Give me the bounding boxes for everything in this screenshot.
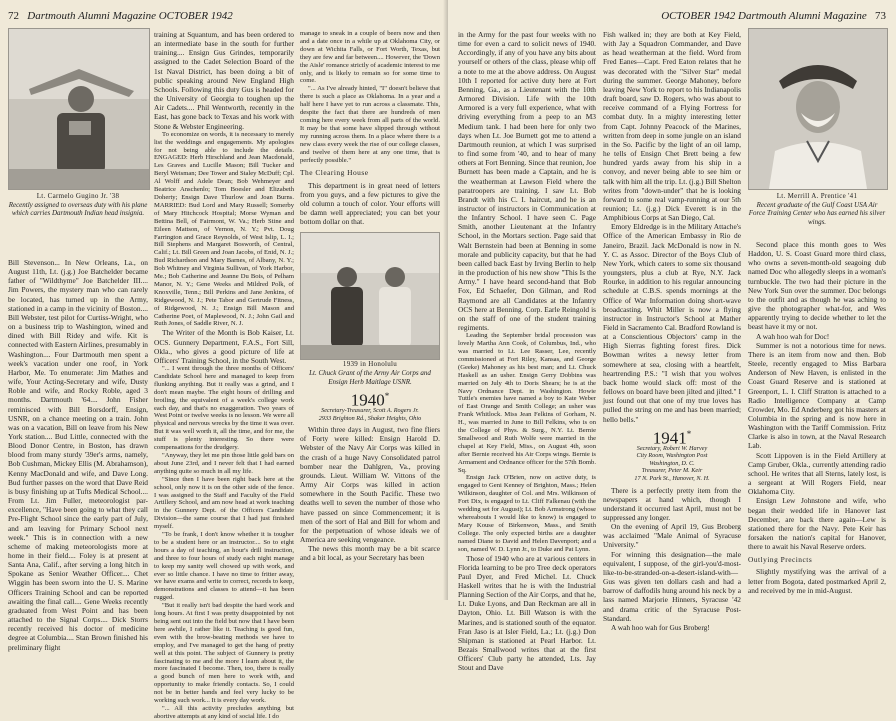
paragraph: "Anyway, they let me pin those little gold bars on about June 23rd, and I never felt that I had earned anything quite so much in all my life.	[154, 451, 294, 475]
class-1940-secretary: Secretary-Treasurer, Scott A. Rogers Jr.	[321, 406, 419, 414]
photo-lt-gugino	[8, 28, 150, 190]
class-1941-year: 1941	[652, 428, 687, 448]
right-running-title: OCTOBER 1942 Dartmouth Alumni Magazine	[661, 10, 867, 22]
class-1940-heading: 1940*	[350, 390, 390, 410]
paragraph: Leading the September bridal procession was lovely Martha Ann Cook, of Columbus, Ind., who was married to Lt. Lee Rasser, Lee, recently commissioned at Fort Riley, Kansas, and George (Geeke) Mahoney as his best man; and Lt. Chuck Haskell as an usher. Ensign Gerry Dobbins was married on July 4th to Doris Shears; he is at the Navy Ordnance Dept. in Washington. Howie Tuttle's enemies have named a boy to Kate Weber of East Orange and Smith College; an usher was Frank Whitlock. Miss Jean Felkins of Gorham, N. H., was married in June to Bill Felkins, who is on the College of Phys. & Surg., N.Y. Lt. Bernie Smallwood and Ruth Wolfe were married in the chapel at Key Field, Miss., on August 4th, soon after Bernie received his Air Corps wings. Bernie is Armament and Ordnance officer for the 57th Bomb. Sq.	[458, 332, 596, 474]
photo-honolulu-wrapper	[300, 232, 440, 360]
right-column-2	[603, 30, 741, 632]
photo-lt-prentice-caption-text: Recent graduate of the Gulf Coast USA Air Force Training Center who has earned his silver wings.	[748, 200, 886, 226]
right-page	[448, 0, 896, 673]
paragraph: There is a perfectly pretty item from the newspapers at hand which, though I understand it occurred last April, must not be suppressed any longer.	[603, 485, 741, 522]
paragraph: Summer is not a notorious time for news. There is an item from now and then. Bob Steele, recently engaged to Miss Barbara Anderson of New Haven, is enlisted in the Coast Guard Reserve and is stationed at Greenport, L. I. Cliff Stratton is attached to a Radio Intelligence Company at Camp Crowder, Mo. Ed Anderberg got his masters at Columbia in the spring and is now here in Washington with the Tariff Commission. Fritz Clarke is also in town, at the Naval Research Lab.	[748, 340, 886, 451]
outlying-precincts-text: Slightly mystifying was the arrival of a letter from Bogota, dated postmarked April 2, and received by me in mid-August.	[748, 567, 886, 595]
paragraph: A wah hoo wah for Gus Broberg!	[611, 622, 710, 632]
photo-honolulu-caption-text: Lt. Chuck Grant of the Army Air Corps and Ensign Herb Maitlage USNR.	[309, 368, 431, 386]
photo-lt-prentice	[748, 28, 888, 190]
photo-lt-gugino-image	[9, 29, 149, 189]
class-1941-heading: 1941*	[652, 428, 692, 448]
photo-lt-prentice-caption-name: Lt. Merrill A. Prentice '41	[776, 192, 858, 200]
photo-lt-gugino-caption	[8, 192, 148, 218]
left-page-number: 72	[8, 10, 19, 22]
photo-honolulu-caption	[300, 360, 440, 386]
photo-honolulu	[300, 232, 440, 360]
paragraph: On the evening of April 19, Gus Broberg was acclaimed "Male Animal of Syracuse University."	[603, 522, 741, 550]
paragraph: Scott Lippoven is in the Field Artillery at Camp Gruber, Okla., currently attending radio school. He writes that all Sterns, lately lost, is a sergeant at Will Rogers Field, near Oklahoma City.	[748, 450, 886, 497]
right-column-1	[458, 30, 596, 673]
class-1941-treasurer-address: 17 N. Park St., Hanover, N. H.	[634, 474, 710, 482]
paragraph: The news this month may be a bit scarce and a bit local, as your Secretary has been	[300, 544, 440, 563]
photo-honolulu-image	[301, 233, 439, 359]
clearing-house-text: This department is in great need of letters from you guys, and a few pictures to give the old column a touch of color. Your efforts will be damn well appreciated; you can bet your bottom dollar on that.	[300, 180, 440, 227]
photo-lt-prentice-image	[749, 29, 887, 189]
left-running-title: Dartmouth Alumni Magazine OCTOBER 1942	[27, 10, 233, 22]
paragraph: "... As I've already hinted, "I" doesn't believe that there is such a place as Oklahoma. In a year and a half here I have yet to run across a classmate. This, despite the fact that there are hundreds of men coming here every week from all parts of the world. It may be that some have slipped through without my running across them. In a place where there is a new class every week the rise of our college classes, and twelve of them here at any one time, that is perfectly possible."	[300, 85, 440, 164]
right-running-head	[661, 10, 886, 22]
paragraph: Those of 1940 who are at various centers in Florida learning to be pro Tree deck operators Paul Dyer, and Fred Michel. Lt. Chuck Haskell writes that he is with the Industrial Planning Section of the Air Corps, and that he, Lt. Duke Lyons, and Dan Reckman are all in Dayton, Ohio. Lt. Bill Watson is with the Marines, and is stationed south of the equator. Fran Jaso is at Isler Field, La.; Lt. (j.g.) Don Shipman is stationed at Pearl Harbor. Lt. Bezais Smallwood writes that at the first Officers' Club party he attended, Lts. Jay Stout and Dave	[458, 553, 596, 673]
paragraph: "... I went through the three months of Officers' Candidate School here and managed to keep from flunking anything. But it really was a grind, and I don't mean maybe. The eight hours of drilling and broiling, the equivalent of a week's college work each day, and that's no exaggeration. Two years of West Point or twelve weeks is no lesson. We were all physical and nervous wrecks by the time it was over. But it was well worth it, all the time, and for me, the stuff is plenty interesting. So there were compensations for the drudgery.	[154, 365, 295, 452]
paragraph: manage to sneak in a couple of beers now and then and a date once in a while up at Oklahoma City, or down at Wichita Falls, or Fort Worth, Texas, but they are few and far between.... However, the 'Down the Aisle' romance strictly of academic interest to me only, and is likely to remain so for some time to come.	[300, 30, 440, 85]
paragraph: For winning this designation—the male equivalent, I suppose, of the girl-you'd-most-like-to-be-stranded-on-a-desert-island-with—Gus was given ten dollars cash and had a barrow of daffodils hung around his neck by a lass named Marjorie Hinners, Syracuse '42 and drama critic of the Syracuse Post-Standard.	[603, 549, 741, 623]
right-page-number: 73	[875, 10, 886, 22]
left-column-1	[8, 258, 148, 652]
left-column-3	[300, 30, 440, 596]
paragraph: training at Squantum, and has been ordered to an intermediate base in the south for further training.... Ensign Gus Grindes, temporarily assigned to the Cadet Selection Board of the 1st Naval District, has been doing a bit of public speaking around New England High Schools. Following this duty Gus is headed for the University of Georgia to toughen up the Air Cadets.... Phil Wentworth, recently in the East, has gone back to Texas and his work with Stone & Webster Engineering.	[154, 30, 294, 131]
paragraph: Bill Stevenson... In New Orleans, La., on August 11th, Lt. (j.g.) Joe Batchelder became father of "Wildthyme" Joe Batchelder III.... Jim Powers, the mystery man who can rarely be located, has turned up in the Army, stationed in a camp in the vicinity of Boston.... Bill Webster, test pilot for Curtiss-Wright, who on a business trip to Washington, wined and dined with Bill Ridey and wife. Kit is connected with Eastern Airlines, presumably in Washington.... Four Dartmouth men spent a week's vacation under one roof, in York Harbor, Me. To enumerate: Jim Mathes and wife, Your Acting-Secretary and wife, Dusty Roble and wife, and Rocky Roble, aged 3 months. Dartmouth '64.... John Fisher reminisced with Bill Borsdorff, Ensign, USNR, on a chance meeting on a train. John was on a vacation, Bill on leave from his New York station.... Bud Little, connected with the Blood Donor Centre, in Boston, has drawn blood from many sturdy '39er's arms, namely, Bob Cushman, Mickey Ellis (M. Abrahamson), Kenny MacDonald and wife, and Dave Long. Bud further passes on the word that Dave Reid is busy finishing up at Tufts Medical School.... From Lt. Jim Fuller, meteorologist par-excellence, "Have been going to what they call Pre-Flight School since the early part of July, and am leaving for Primary School next week." This is in connection with a new scheme of making meteorologists more at home in their field.... Foley is at present at Santa Ana, Calif., after serving a long hitch in Spokane as Senior Weather Officer.... Chet Wiggin has been sworn into the U. S. Marine Officers Training School and can be reported awaiting the final call.... Gene Weeks recently graduated from West Point and has been attached to the Signal Corps.... Dick Storrs recently received his doctor of medicine degree at Columbia.... Stan Brown finished his preliminary flight	[8, 258, 148, 652]
paragraph: "But it really isn't bad despite the hard work and long hours. At first I was pretty disappointed by not being sent out into the field but now that I have been here awhile, I rather like it. Teaching is good fun, even with the brow-beating methods we have to employ, and I've managed to get the hang of pretty well at this point. The subject of Gunnery is pretty fascinating to me and the more I learn about it, the more fascinated I become. Then, too, there is really a good bunch of men here to work with, and opportunity to make friendly contacts. So, I could not be in better hands and feel very lucky to be working such work... It is every day work.	[154, 602, 294, 705]
left-running-head	[8, 10, 233, 22]
left-page	[0, 0, 448, 720]
class-1940-address: 2933 Brighton Rd., Shaker Heights, Ohio	[318, 414, 422, 422]
outlying-precincts-heading: Outlying Precincts	[748, 555, 813, 565]
paragraph: Within three days in August, two fine fliers of Forty were killed: Ensign Harold D. Webster of the Navy Air Corps was killed in the crash of a huge Navy Consolidated patrol bomber near the Dahlgren, Va., proving grounds. Lieut. William W. Vittons of the Army Air Corps was killed in action somewhere in the South Pacific. These two deaths well to seven the number of those who have passed on since Commencement; it is men of the sort of Hal and Bill for whom and for the perpetuation of whose ideals we of America are seeking vengeance.	[300, 425, 440, 544]
class-1941-address-1: City Room, Washington Post	[636, 452, 708, 460]
paragraph: Second place this month goes to Wes Haddon, U. S. Coast Guard more third class, who owns a seven-month-old seagoing dub named Doc who allegedly sleeps in a woman's turnbuckle. The two had their picture in the New York Sun over the summer. Doc belongs to the outfit and as though he was aching to give the photographer what-for, and Wes apparently trying to decide whether to let the beast have it my or not.	[748, 240, 886, 332]
photo-lt-gugino-caption-name: Lt. Carmelo Gugino Jr. '38	[36, 192, 120, 200]
class-1941-treasurer: Treasurer, Peter M. Keir	[641, 467, 703, 475]
paragraph: To economize on words, it is necessary to merely list the weddings and engagements. My apologies for not being able to include the details. ENGAGED: Herb Hirschland and Jean Macdonald, Les Graves and Lucille Mason; Bill Tucker and Beryl Weisman; Dee Tower and Staley McDuff; Cpl. Al Wolff and Adele Dean; Bob Wehmeyer and Beatrice Anschenlo; Tom Boesler and Elizabeth Doherty; Ensign Dave Thurlow and Joan Burns. MARRIED: Bud Lord and Mary Russell; Somerby of Mary Hitchcock Hospital; Morse Wyman and Bettina Bell, of Fairmont, W. Va.; Herb Stine and Eileen Mattson, of Vernon, N. Y.; Pvt. Doug Farrington and Grace Reynolds, of West Islip, L. I.; Bill Stephens and Margaret Bosworth, of Central, Calif.; Lt. Bill Green and Joan Jacobs, of Enid, N. J.; Bud Richardson and Mary Barnes, of Albany, N. Y.; Bob Whitney and Virginia Sullivan, of York Harbor, Me.; Bob Catherine and Jeanne Du Bois, of Pelham Manor, N. Y.; Gene Weeks and Mildred Polk, of Knoxville, Tenn.; Bill Perkins and Jane Jenkins, of Ridgewood, N. J.; Pete Tabor and Gertrude Fitness, of Ridgewood, N. J.; Ensign Bill Mason and Catherine Poet, of Maplewood, N. J.; John Gail and Ruth Jones, of Saddle River, N. J.	[154, 130, 294, 328]
paragraph: "To be frank, I don't know whether it is tougher to be a student here or an instructor.... So to eight hours a day of teaching, an hour's drill instruction, and three to four hours of study each night manage to keep my sanity well chowed up with work, and ever so little chance. I have no time to fritter away, we have exams and write to correct, records to keep, demonstrations and classes to attend—it has been rugged.	[154, 531, 294, 602]
photo-honolulu-caption-year: 1939 in Honolulu	[342, 360, 398, 369]
paragraph: Emory Eldredge is in the Military Attache's Office of the American Embassy in Rio de Janeiro, Brazil. Jack McDonald is now in N. Y. C. as Assoc. Director of the Boys Club of New York, which caters to some six thousand youngsters, plus a club at Rye, N.Y. Jack Rourke, in addition to his regular announcing schedule at C.B.S. spends mornings at the Office of War Information doing short-wave broadcasting. Whit Miller is now a flying instructor in Instructor's School at Mather Field in Sacramento Cal. Bradford Rowland is at a Conscientious Objectors' camp in the High Sierras fighting forest fires. Dick Bowman writes a newsy letter from somewhere at sea, closing with a heartfelt, heartrending P.S.: "I wish that you wolves back home would slack off: most of the fellows on board have been jilted and jilted." I just found out that one of my true loves has pulled the string on me and has been married; hello bells."	[603, 222, 741, 424]
class-1941-secretary: Secretary, Robert W. Harvey	[636, 444, 708, 452]
paragraph: "... All this activity precludes anything but abortive attempts at any kind of social life. I do	[154, 704, 294, 720]
paragraph: A wah hoo wah for Doc!	[756, 331, 830, 341]
paragraph: "Since then I have been right back here at the school, only now it is on the other side of the fence. I was assigned to the Staff and Faculty of the Field Artillery School, and am now head at work teaching in the Gunnery Dept. of the Officers Candidate Division—the same course that I had just finished myself.	[154, 475, 294, 531]
paragraph: The Writer of the Month is Bob Kaiser, Lt. OCS. Gunnery Department, F.A.S., Fort Sill, Okla., who gives a good picture of life at Officers' Training School, in the South West.	[154, 328, 294, 365]
clearing-house-heading: The Clearing House	[300, 168, 369, 178]
class-1941-address-2: Washington, D. C.	[649, 459, 695, 467]
photo-lt-prentice-caption	[748, 192, 886, 226]
right-column-3	[748, 240, 886, 596]
paragraph: Ensign Jack O'Brien, now on active duty, is engaged to Geni Kenney of Brighton, Mass.; Helen Wilkinson, daughter of Col. and Mrs. Wilkinson of Fort Dix, is engaged to Lt. Cliff Falkenau (with the wedding set for August); Lt. Bob Armstrong (whose whereabouts I would like to know) is engaged to Mary Kouse of Birkenwon, Mass., and Smith College. The only expected births are a daughter named Diane to David and Helen Davenport; and a son, named W. D. Lynn Jr., to Duke and Pat Lynn.	[458, 474, 596, 553]
photo-lt-gugino-caption-text: Recently assigned to overseas duty with his plane which carries Dartmouth Indian head insignia.	[8, 200, 148, 218]
paragraph: Ensign Lew Johnstone and wife, who began their wedded life in Hanover last December, are back there again—Lew is stationed there for the Navy. Pete Keir has forsaken the nation's capital for Hanover, there to await his Naval Reserve orders.	[748, 496, 886, 552]
paragraph: Fish walked in; they are both at Key Field, with Jay a Squadron Commander, and Dave as head weatherman at the field. Word from Fred Eanes—Capt. Fred Eaton relates that he was decorated with the "Silver Star" medal during the summer. George Mahoney, before leaving New York to report to his Indianapolis draft board, saw D. Rogers, who was about to receive command of a Flying Fortress for combat duty. In a mighty interesting letter from Capt. Johnny Peacock of the Marines, written from deep in some jungle on an island in the So. Pacific by the light of an oil lamp, he tells of Ensign Chet Brett being a few hundred yards away from his ship in a convoy, and never being able to see him or talk with him all the trip. Lt. (j.g.) Bill Shelton writes from "down-under" that he is looking forward to some real vamp-running at our 5th reunion; Lt. (j.g.) Dick Everett is in the Amphibious Corps at San Diego, Cal.	[603, 30, 741, 223]
class-1940-year: 1940	[350, 390, 385, 410]
left-column-2	[154, 30, 295, 720]
paragraph: in the Army for the past four weeks with no time for even a card to solicit news of 1940. Accordingly, if any of you have any bits about yourself or others of the class, please whip off a note to me at the above address. On August 10th I reported for active duty here at Fort Benning, Ga., as a Lieutenant with the 10th Armored Division. Life with the 10th Armored is a very full experience, what with driving everything from a peep to an M3 Medium tank. I had been here for only two days when Lt. Joe Burnett got me to attend a Dartmouth reunion, at which I was surprised to find some from '40, and to hear of many others at Fort Benning. Since that reunion, Joe Burnett has been made a Captain, and he is the weatherman at Lawson Field where the paratroopers are training. I saw Lt. Bob Brandt with his C. I. haircut, and he is an instructor of instructors in Communication at the Infantry School. I have seen C. Page Smith, another Lieutenant at the Infantry School, in the Mortars section. Page said that Walt Bernstein had been at Benning in some morale and publicity capacity, but that he had been called back East by Irving Berlin to help in the production of his new show "This Is the Army." I have heard second-hand that Bob Fox, Ed Schaefer, Don Gilman, and Rod Raymond are all Candidates at the Infantry OCS here at Benning. Corp. Earle Reingold is on the staff of one of the student training regiments.	[458, 30, 596, 332]
